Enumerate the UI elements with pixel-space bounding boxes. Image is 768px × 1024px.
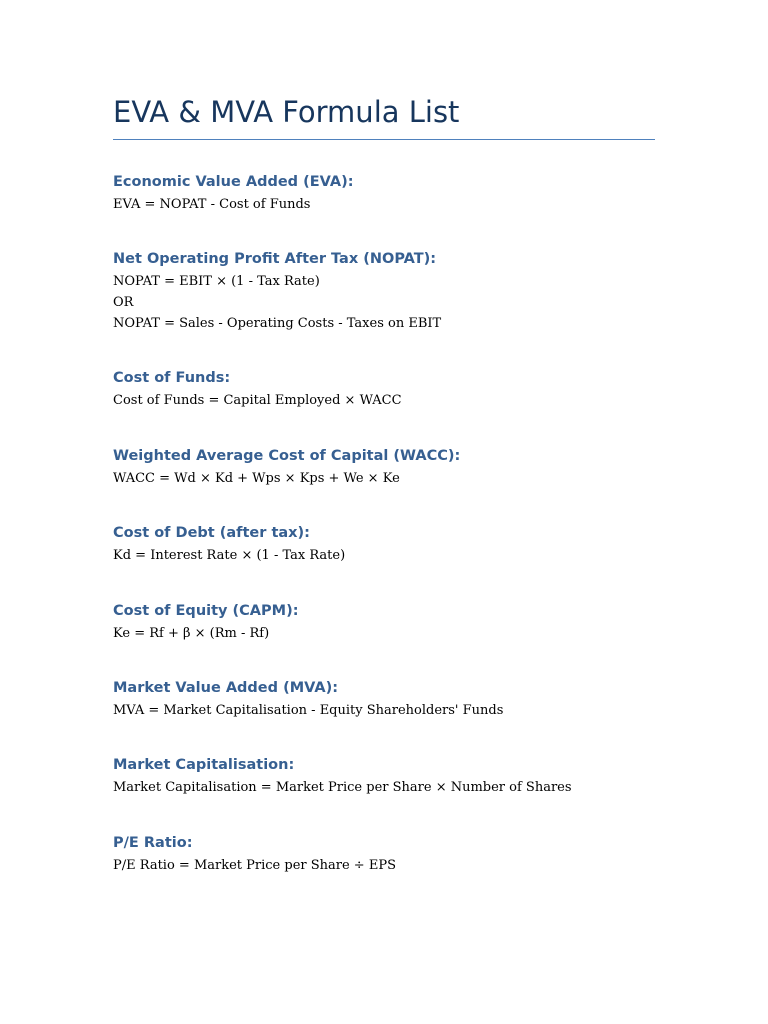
formula-line: NOPAT = Sales - Operating Costs - Taxes on EBIT xyxy=(113,316,442,331)
formula-block xyxy=(113,545,655,566)
formula-line: NOPAT = EBIT × (1 - Tax Rate) xyxy=(113,274,320,289)
section-heading: Weighted Average Cost of Capital (WACC): xyxy=(113,448,461,464)
formula-block xyxy=(113,700,655,721)
formula-line: WACC = Wd × Kd + Wps × Kps + We × Ke xyxy=(113,471,400,486)
formula-line: Market Capitalisation = Market Price per Share × Number of Shares xyxy=(113,780,572,795)
formula-line: EVA = NOPAT - Cost of Funds xyxy=(113,197,311,212)
formula-block xyxy=(113,623,655,644)
section-cost-of-debt xyxy=(113,523,655,566)
formula-block xyxy=(113,777,655,798)
section-cost-of-equity xyxy=(113,601,655,644)
section-eva xyxy=(113,172,655,215)
section-heading: Net Operating Profit After Tax (NOPAT): xyxy=(113,251,437,267)
formula-block xyxy=(113,468,655,489)
section-heading: Economic Value Added (EVA): xyxy=(113,174,354,190)
formula-line: P/E Ratio = Market Price per Share ÷ EPS xyxy=(113,858,396,873)
section-heading: Cost of Equity (CAPM): xyxy=(113,603,299,619)
section-cost-of-funds xyxy=(113,368,655,411)
document-title: EVA & MVA Formula List xyxy=(113,95,460,129)
formula-line: Cost of Funds = Capital Employed × WACC xyxy=(113,393,402,408)
formula-line: MVA = Market Capitalisation - Equity Shareholders' Funds xyxy=(113,703,504,718)
section-heading: Cost of Debt (after tax): xyxy=(113,525,310,541)
section-heading: P/E Ratio: xyxy=(113,835,193,851)
formula-block xyxy=(113,855,655,876)
section-heading: Market Value Added (MVA): xyxy=(113,680,339,696)
title-underline xyxy=(113,139,655,140)
formula-block xyxy=(113,194,655,215)
formula-block xyxy=(113,271,655,334)
section-nopat xyxy=(113,249,655,334)
section-heading: Cost of Funds: xyxy=(113,370,231,386)
section-market-capitalisation xyxy=(113,755,655,798)
section-pe-ratio xyxy=(113,833,655,876)
section-heading: Market Capitalisation: xyxy=(113,757,295,773)
section-wacc xyxy=(113,446,655,489)
section-mva xyxy=(113,678,655,721)
formula-line: Kd = Interest Rate × (1 - Tax Rate) xyxy=(113,548,346,563)
formula-block xyxy=(113,390,655,411)
formula-line: Ke = Rf + β × (Rm - Rf) xyxy=(113,626,270,641)
formula-line: OR xyxy=(113,295,134,310)
